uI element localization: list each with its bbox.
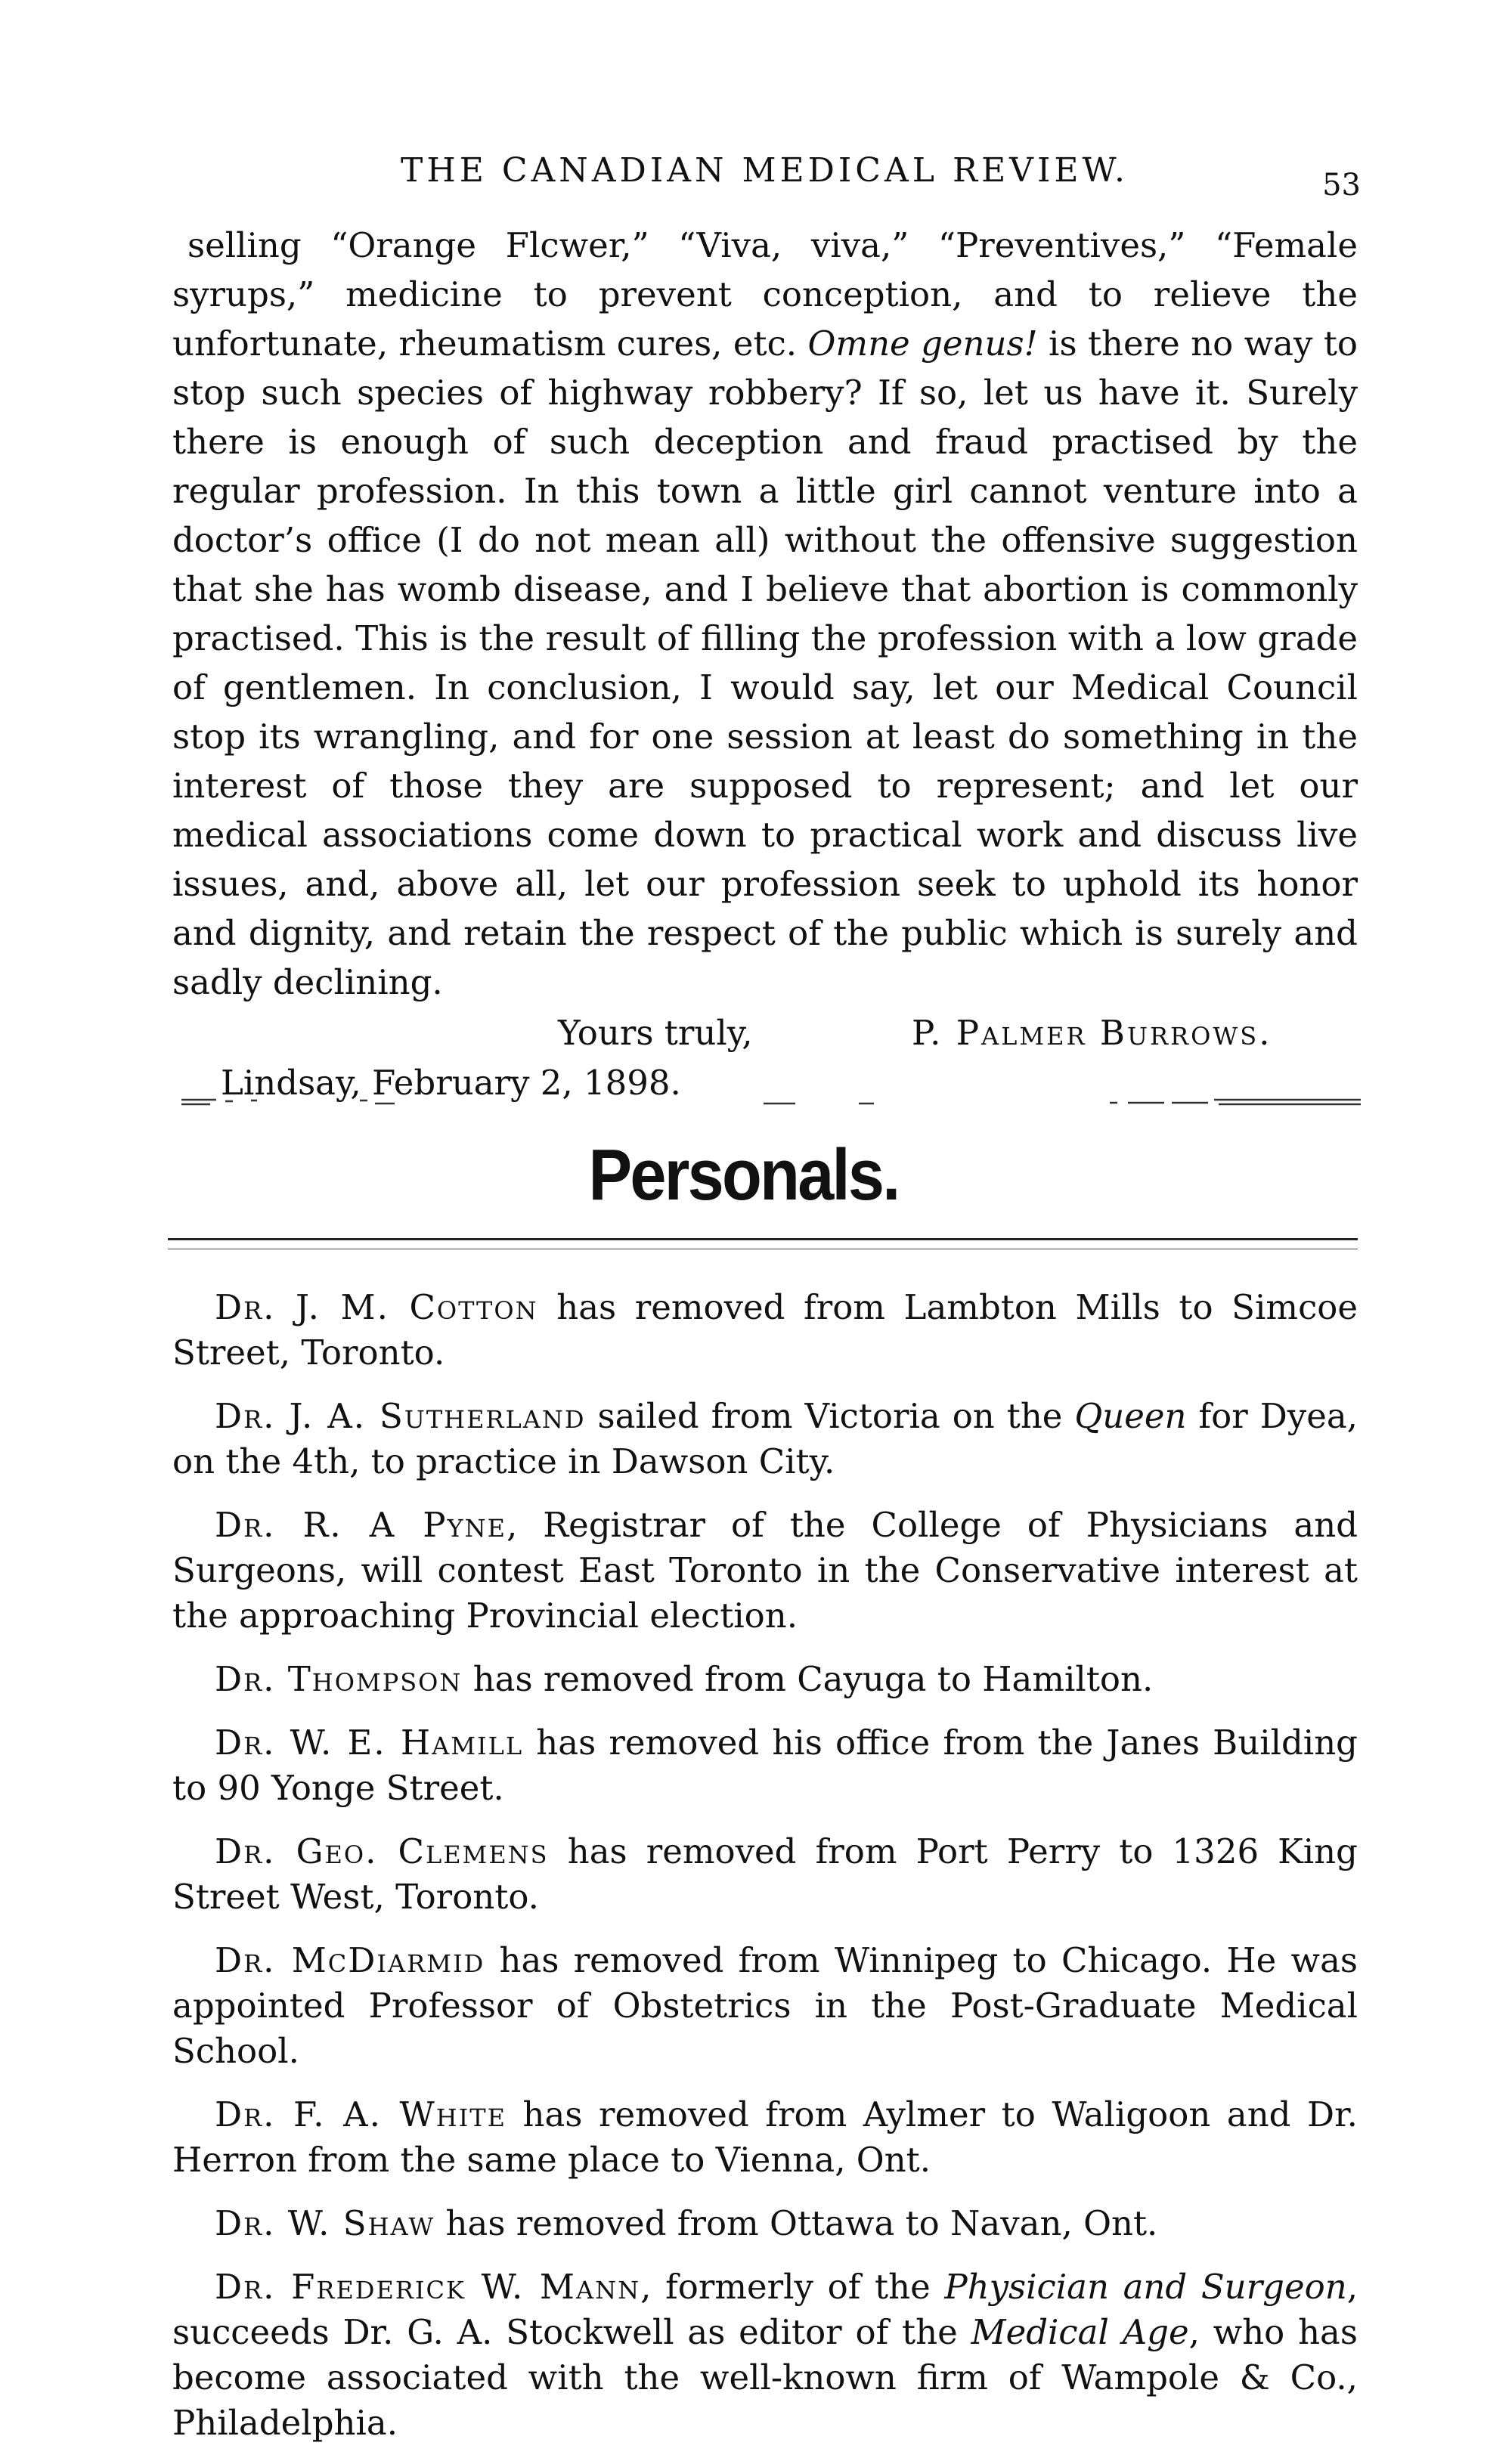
personal-item [172, 2092, 1358, 2183]
broken-divider [181, 1097, 1361, 1107]
person-name: Dr. R. A Pyne [215, 1505, 507, 1545]
personal-item [172, 1657, 1358, 1702]
person-name: Dr. J. M. Cotton [215, 1287, 538, 1327]
person-name: Dr. J. A. Sutherland [215, 1396, 586, 1436]
personal-item [172, 1829, 1358, 1920]
personal-item [172, 1503, 1358, 1639]
letter-text: is there no way to stop such species of highway robbery? If so, let us have it. Surely there is enough of such deception and fraud practised by the regular profession. In this town a little girl cannot venture into a doctor’s office (I do not mean all) without the offensive suggestion that she has womb disease, and I believe that abortion is commonly practised. This is the result of filling the profession with a low grade of gentlemen. In conclusion, I would say, let our Medical Council stop its wrangling, and for one session at least do something in the interest of those they are supposed to represent; and let our medical associations come down to practical work and discuss live issues, and, above all, let our profession seek to uphold its honor and dignity, and retain the respect of the public which is surely and sadly declining. [172, 323, 1358, 1002]
item-text: , Registrar of the College of Physicians and Surgeons, will contest East Toronto in the Conservative interest at the approaching Provincial election. [172, 1505, 1358, 1636]
item-text: sailed from Victoria on the [585, 1396, 1075, 1436]
item-text: , who has become associated with the well-known firm of Wampole & Co., Philadelphia. [172, 2312, 1358, 2443]
title-rule [168, 1238, 1358, 1240]
item-text: has removed from Ottawa to Navan, Ont. [435, 2203, 1158, 2243]
item-text: has removed from Lambton Mills to Simcoe Street, Toronto. [172, 1287, 1358, 1373]
section-title: Personals. [588, 1134, 899, 1215]
letter-text: selling “Orange Flcwer,” “Viva, viva,” “Preventives,” “Female syrups,” medicine to prevent conception, and to relieve the unfortunate, rheumatism cures, etc. [172, 225, 1358, 364]
ship-name: Queen [1074, 1396, 1187, 1436]
item-text: for Dyea, on the 4th, to practice in Dawson City. [172, 1396, 1358, 1481]
letter-body [172, 221, 1358, 1108]
personal-item [172, 1938, 1358, 2074]
letter-signature: P. Palmer Burrows. [912, 1013, 1272, 1053]
person-name: Dr. Thompson [215, 1659, 463, 1699]
personals-list [172, 1285, 1358, 2464]
letter-dateline: Lindsay, February 2, 1898. [221, 1063, 681, 1103]
personal-item [172, 2264, 1358, 2446]
item-text: has removed his office from the Janes Building to 90 Yonge Street. [172, 1723, 1358, 1808]
item-text: has removed from Cayuga to Hamilton. [462, 1659, 1154, 1699]
person-name: Dr. McDiarmid [215, 1940, 485, 1980]
personal-item [172, 1285, 1358, 1376]
person-name: Dr. Geo. Clemens [215, 1831, 549, 1871]
page-header [181, 151, 1361, 204]
letter-closing: Yours truly, [558, 1013, 753, 1053]
letter-paragraph [172, 221, 1358, 1007]
person-name: Dr. W. E. Hamill [215, 1723, 524, 1763]
running-head: THE CANADIAN MEDICAL REVIEW. [401, 151, 1129, 190]
personal-item [172, 2201, 1358, 2246]
journal-title: Physician and Surgeon [944, 2267, 1347, 2307]
item-text: , succeeds Dr. G. A. Stockwell as editor of the [172, 2267, 1358, 2352]
page-number: 53 [1322, 168, 1361, 203]
personal-item [172, 1394, 1358, 1484]
person-name: Dr. Frederick W. Mann [215, 2267, 641, 2307]
item-text: has removed from Port Perry to 1326 King Street West, Toronto. [172, 1831, 1358, 1917]
letter-signoff [172, 1008, 1358, 1058]
person-name: Dr. W. Shaw [215, 2203, 435, 2243]
latin-phrase: Omne genus! [807, 323, 1038, 364]
item-text: has removed from Aylmer to Waligoon and Dr. Herron from the same place to Vienna, Ont. [172, 2094, 1358, 2180]
item-text: has removed from Winnipeg to Chicago. He was appointed Professor of Obstetrics in the Post-Graduate Medical School. [172, 1940, 1358, 2071]
item-text: , formerly of the [640, 2267, 945, 2307]
person-name: Dr. F. A. White [215, 2094, 507, 2134]
journal-title: Medical Age [971, 2312, 1189, 2352]
personal-item [172, 1720, 1358, 1811]
